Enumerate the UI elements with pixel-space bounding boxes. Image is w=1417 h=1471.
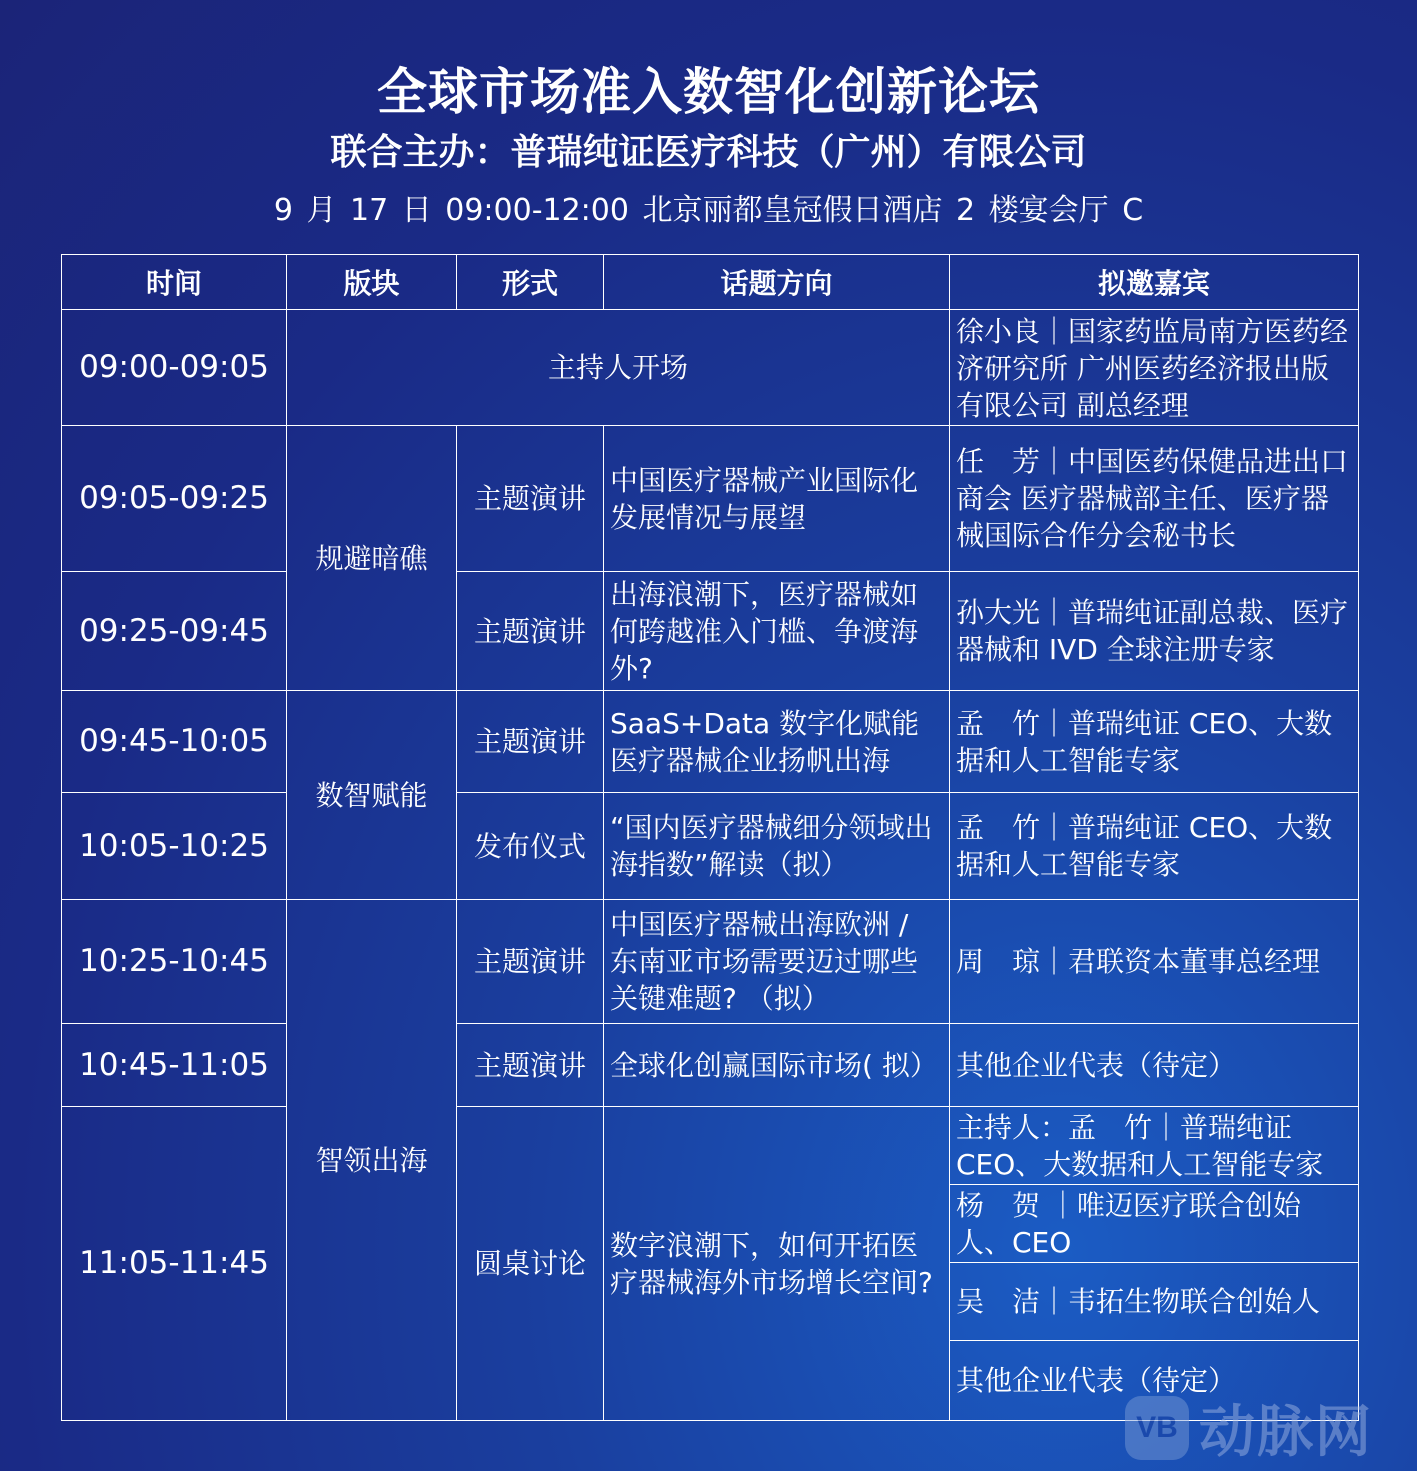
watermark-logo [1125,1393,1373,1463]
agenda-table [61,254,1359,1421]
time-cell: 09:25-09:45 [62,572,287,691]
format-cell: 圆桌讨论 [457,1107,604,1421]
topic-cell: 全球化创赢国际市场( 拟） [604,1024,950,1107]
table-header-row [62,255,1359,310]
header-format: 形式 [457,255,604,310]
format-cell: 发布仪式 [457,793,604,900]
table-row [62,691,1359,793]
time-cell: 10:05-10:25 [62,793,287,900]
guest-cell [950,1107,1359,1421]
table-row [62,1107,1359,1421]
table-row [62,310,1359,426]
header-section: 版块 [287,255,457,310]
format-cell: 主题演讲 [457,572,604,691]
guest-item: 吴 洁｜韦拓生物联合创始人 [950,1263,1358,1341]
guest-cell: 周 琼｜君联资本董事总经理 [950,900,1359,1024]
topic-cell: “国内医疗器械细分领域出海指数”解读（拟） [604,793,950,900]
topic-cell: 数字浪潮下，如何开拓医疗器械海外市场增长空间? [604,1107,950,1421]
time-cell: 10:25-10:45 [62,900,287,1024]
guest-item: 主持人：孟 竹｜普瑞纯证 CEO、大数据和人工智能专家 [950,1107,1358,1185]
time-cell: 09:05-09:25 [62,426,287,572]
format-cell: 主题演讲 [457,426,604,572]
time-cell: 10:45-11:05 [62,1024,287,1107]
format-cell: 主题演讲 [457,691,604,793]
table-row [62,900,1359,1024]
header-guest: 拟邀嘉宾 [950,255,1359,310]
time-cell: 09:45-10:05 [62,691,287,793]
guest-item: 其他企业代表（待定） [956,1364,1237,1397]
header-topic: 话题方向 [604,255,950,310]
topic-cell: SaaS+Data 数字化赋能医疗器械企业扬帆出海 [604,691,950,793]
header-time: 时间 [62,255,287,310]
format-cell: 主题演讲 [457,1024,604,1107]
table-row [62,793,1359,900]
date-venue: 9 月 17 日 09:00-12:00 北京丽都皇冠假日酒店 2 楼宴会厅 C [273,193,1144,228]
format-cell: 主题演讲 [457,900,604,1024]
table-row [62,426,1359,572]
table-row [62,572,1359,691]
guest-item: 杨 贺 ｜唯迈医疗联合创始人、CEO [950,1185,1358,1263]
time-cell: 11:05-11:45 [62,1107,287,1421]
section-cell: 规避暗礁 [287,426,457,691]
topic-cell: 中国医疗器械出海欧洲 / 东南亚市场需要迈过哪些关键难题? （拟） [604,900,950,1024]
section-cell: 数智赋能 [287,691,457,900]
table-row [62,1024,1359,1107]
guest-cell: 徐小良｜国家药监局南方医药经济研究所 广州医药经济报出版有限公司 副总经理 [950,310,1359,426]
guest-cell: 孟 竹｜普瑞纯证 CEO、大数据和人工智能专家 [950,793,1359,900]
guest-cell: 孙大光｜普瑞纯证副总裁、医疗器械和 IVD 全球注册专家 [950,572,1359,691]
guest-cell: 其他企业代表（待定） [950,1024,1359,1107]
vb-logo-icon: VB [1125,1396,1189,1460]
guest-cell: 孟 竹｜普瑞纯证 CEO、大数据和人工智能专家 [950,691,1359,793]
section-cell: 智领出海 [287,900,457,1421]
watermark-text: 动脉网 [1199,1400,1373,1465]
time-cell: 09:00-09:05 [62,310,287,426]
topic-cell: 出海浪潮下，医疗器械如何跨越准入门槛、争渡海外? [604,572,950,691]
co-organizer: 联合主办：普瑞纯证医疗科技（广州）有限公司 [330,132,1087,173]
roundtable-guests [950,1107,1358,1420]
opening-cell: 主持人开场 [287,310,950,426]
forum-title: 全球市场准入数智化创新论坛 [377,63,1040,121]
topic-cell: 中国医疗器械产业国际化发展情况与展望 [604,426,950,572]
guest-cell: 任 芳｜中国医药保健品进出口商会 医疗器械部主任、医疗器械国际合作分会秘书长 [950,426,1359,572]
